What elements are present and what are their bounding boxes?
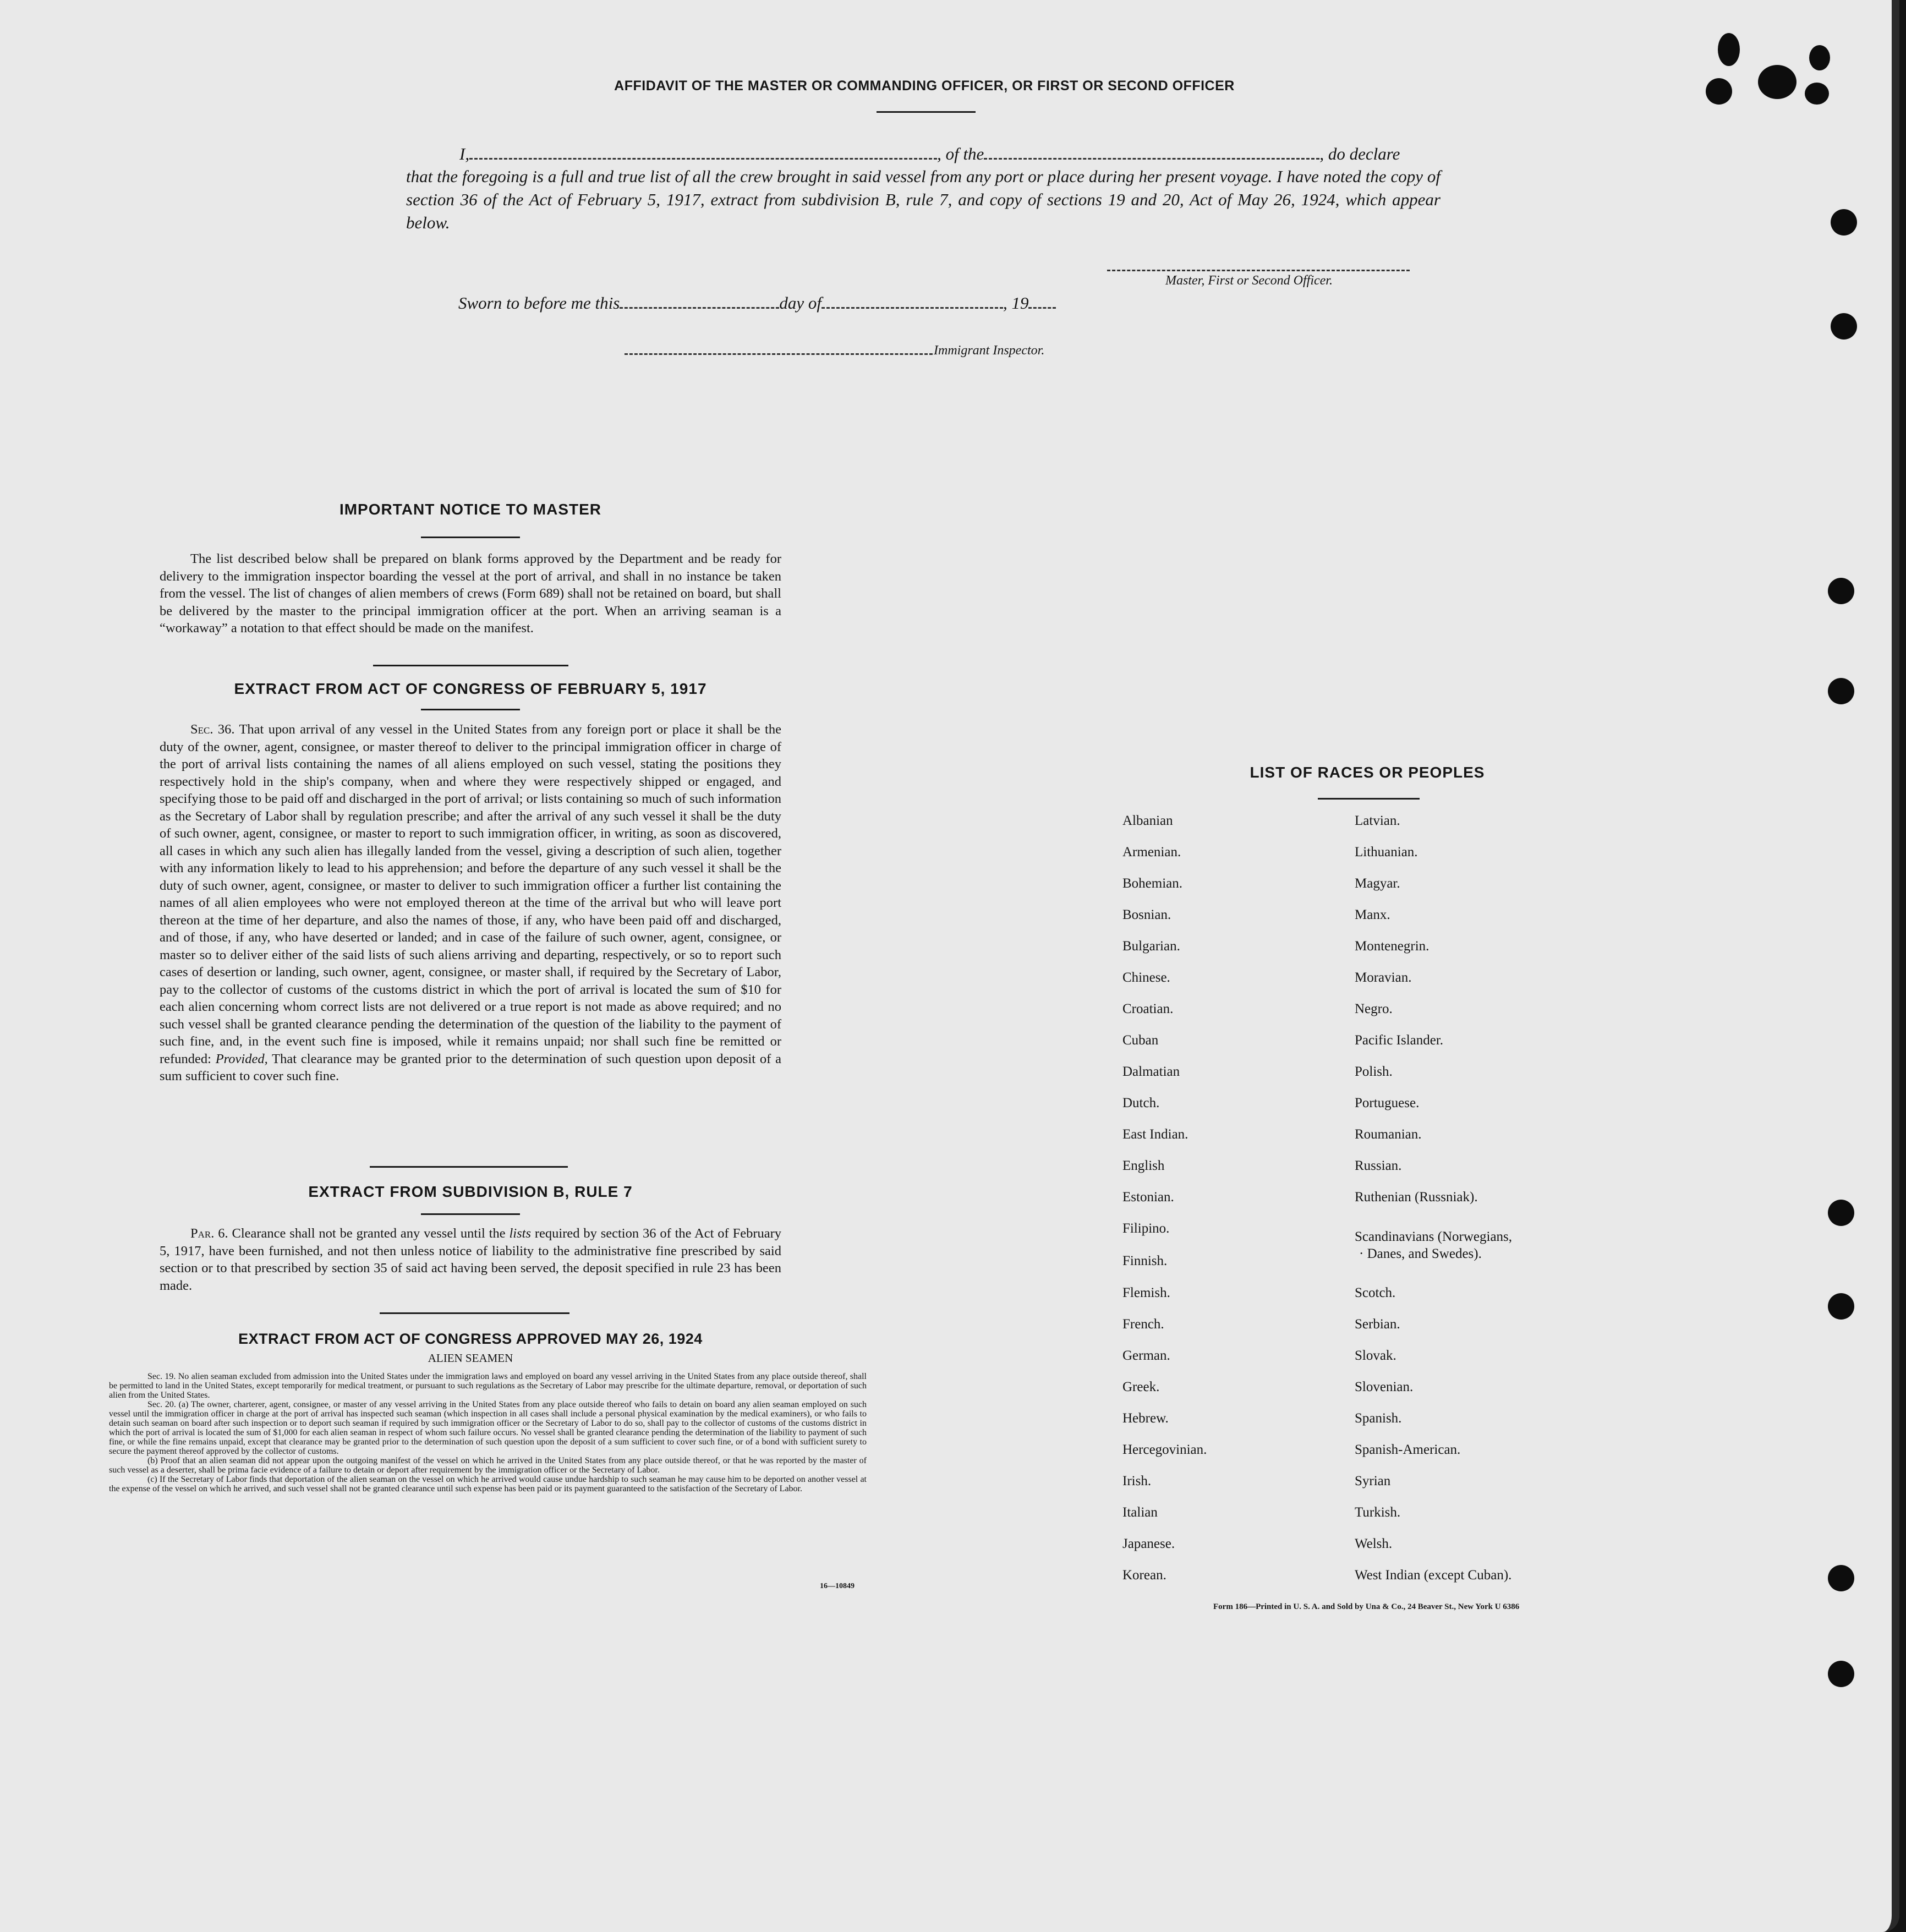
year-blank — [1028, 302, 1056, 309]
race-item: Bohemian. — [1122, 876, 1183, 891]
sworn-day-blank — [620, 302, 779, 309]
race-item: Roumanian. — [1355, 1127, 1422, 1142]
ink-blot — [1809, 45, 1830, 70]
inspector-caption: Immigrant Inspector. — [934, 343, 1045, 358]
notice-heading: IMPORTANT NOTICE TO MASTER — [339, 501, 602, 518]
section-label: Sec. 36. — [190, 722, 235, 737]
race-item: Croatian. — [1122, 1001, 1174, 1016]
race-item: Flemish. — [1122, 1285, 1170, 1300]
race-item: German. — [1122, 1348, 1170, 1363]
declaration-line — [459, 144, 1400, 164]
race-item: Estonian. — [1122, 1190, 1174, 1205]
race-item: · Danes, and Swedes). — [1359, 1246, 1482, 1261]
race-item: Polish. — [1355, 1064, 1393, 1079]
punch-hole — [1828, 1565, 1854, 1591]
race-item: Ruthenian (Russniak). — [1355, 1190, 1478, 1205]
race-item: Irish. — [1122, 1474, 1152, 1488]
extract-1917-rule — [421, 709, 520, 710]
section-text-end: That clearance may be granted prior to the determination of such question upon deposit of a sum sufficient to cover such fine. — [160, 1051, 781, 1083]
day-of-label: day of — [779, 293, 821, 313]
ink-blot — [1758, 65, 1797, 99]
races-rule — [1318, 798, 1420, 800]
race-item: Albanian — [1122, 813, 1173, 828]
race-item: Dalmatian — [1122, 1064, 1180, 1079]
race-item: Bulgarian. — [1122, 939, 1180, 954]
form-code: 16—10849 — [820, 1582, 855, 1590]
races-heading: LIST OF RACES OR PEOPLES — [1250, 764, 1485, 781]
do-declare-label: , do declare — [1319, 144, 1400, 163]
race-item: Hercegovinian. — [1122, 1442, 1207, 1457]
extract-1924-subtitle: ALIEN SEAMEN — [428, 1351, 513, 1365]
extract-1917-text — [160, 721, 781, 1085]
punch-hole — [1828, 1293, 1854, 1320]
punch-hole — [1831, 313, 1857, 340]
sworn-label: Sworn to before me this — [458, 293, 620, 313]
race-item: Finnish. — [1122, 1254, 1168, 1268]
section-text: That upon arrival of any vessel in the United States from any foreign port or place it shall be the duty of the owner, agent, consignee, or master thereof to deliver to the principal immigration officer in charge of the port of arrival lists containing the names of all aliens employed on such vessel, stating the positions they respectively hold in the ship's company, when and where they were respectively shipped or engaged, and specifying those to be paid off and discharged in the port of arrival; or lists containing so much of such information as the Secretary of Labor shall by regulation prescribe; and after the arrival of any such vessel it shall be the duty of such owner, agent, consignee, or master to report to such immigration officer, in writing, as soon as discovered, all cases in which any such alien has illegally landed from the vessel, giving a description of such alien, together with any information likely to lead to his apprehension; and before the departure of any such vessel it shall be the duty of such owner, agent, consignee, or master to deliver to such immigration officer a further list containing the names of all alien employees who were not employed thereon at the time of the arrival but who will leave port thereon at the time of her departure, and also the names of those, if any, who have been paid off and discharged, and of those, if any, who have deserted or landed; and in case of the failure of such owner, agent, consignee, or master so to deliver either of the said lists of such aliens arriving and departing, respectively, or so to report such cases of desertion or landing, such owner, agent, consignee, or master shall, if required by the Secretary of Labor, pay to the collector of customs of the customs district in which the port of arrival is located the sum of $10 for each alien concerning whom correct lists are not delivered or a true report is not made as above required; and no such vessel shall be granted clearance pending the determination of the question of the liability to the payment of such fine, and, in the event such fine is imposed, while it remains unpaid; nor shall such fine be remitted or refunded: — [160, 722, 781, 1066]
race-item: Cuban — [1122, 1033, 1159, 1048]
notice-rule — [421, 537, 520, 538]
signature-blank — [1107, 264, 1410, 271]
sec20b-text: (b) Proof that an alien seaman did not appear upon the outgoing manifest of the vessel on which he arrived in the United States from any place outside thereof, or that he was reported by the master of such vessel as a deserter, shall be prima facie evidence of a failure to detain or deport after requirement by the immigration officer or the Secretary of Labor. — [109, 1456, 867, 1475]
race-item: Slovak. — [1355, 1348, 1396, 1363]
rule7-rule — [421, 1213, 520, 1215]
rule7-heading: EXTRACT FROM SUBDIVISION B, RULE 7 — [308, 1183, 633, 1200]
race-item: Greek. — [1122, 1380, 1160, 1394]
race-item: Scotch. — [1355, 1285, 1396, 1300]
race-item: Bosnian. — [1122, 907, 1171, 922]
race-item: Montenegrin. — [1355, 939, 1430, 954]
race-item: Manx. — [1355, 907, 1390, 922]
race-item: Dutch. — [1122, 1096, 1160, 1110]
sworn-line — [458, 293, 1056, 313]
punch-hole — [1831, 209, 1857, 236]
race-item: English — [1122, 1158, 1165, 1173]
vessel-name-blank — [984, 152, 1319, 160]
declarant-prefix: I, — [459, 144, 470, 163]
race-item: Russian. — [1355, 1158, 1402, 1173]
race-item: Pacific Islander. — [1355, 1033, 1444, 1048]
punch-hole — [1828, 1661, 1854, 1687]
section-divider — [370, 1166, 568, 1168]
punch-hole — [1828, 1200, 1854, 1226]
printer-footer: Form 186—Printed in U. S. A. and Sold by Una & Co., 24 Beaver St., New York U 6386 — [1213, 1602, 1520, 1611]
race-item: Portuguese. — [1355, 1096, 1420, 1110]
section-divider — [380, 1312, 569, 1314]
paragraph-text-a: Clearance shall not be granted any vessel until the — [232, 1226, 506, 1241]
notice-text: The list described below shall be prepared on blank forms approved by the Department and be ready for delivery to the immigration inspector boarding the vessel at the port of arrival, and shall in no instance be taken from the vessel. The list of changes of alien members of crews (Form 689) shall not be retained on board, but shall be delivered by the master to the principal immigration officer at the port. When an arriving seaman is a “workaway” a notation to that effect should be made on the manifest. — [160, 551, 781, 636]
signature-caption: Master, First or Second Officer. — [1165, 273, 1333, 288]
race-item: Hebrew. — [1122, 1411, 1169, 1426]
race-item: Filipino. — [1122, 1221, 1170, 1236]
race-item: Turkish. — [1355, 1505, 1401, 1520]
race-item: Welsh. — [1355, 1536, 1393, 1551]
declarant-name-blank — [469, 152, 937, 160]
race-item: Negro. — [1355, 1001, 1393, 1016]
rule7-text — [160, 1225, 781, 1294]
inspector-signature-blank — [625, 348, 933, 355]
race-item: Serbian. — [1355, 1317, 1400, 1332]
extract-1924-heading: EXTRACT FROM ACT OF CONGRESS APPROVED MAY 26, 1924 — [238, 1331, 703, 1347]
race-item: Syrian — [1355, 1474, 1391, 1488]
section-divider — [373, 665, 568, 666]
extract-1917-heading: EXTRACT FROM ACT OF CONGRESS OF FEBRUARY 5, 1917 — [234, 680, 707, 697]
race-item: French. — [1122, 1317, 1164, 1332]
sec19-text: Sec. 19. No alien seaman excluded from admission into the United States under the immigration laws and employed on board any vessel arriving in the United States from any place outside thereof, shall be permitted to land in the United States, except temporarily for medical treatment, or pursuant to such regulations as the Secretary of Labor may prescribe for the ultimate departure, removal, or deportation of such alien from the United States. — [109, 1372, 867, 1400]
race-item: West Indian (except Cuban). — [1355, 1568, 1512, 1583]
race-item: Latvian. — [1355, 813, 1400, 828]
provided-label: Provided, — [215, 1051, 268, 1066]
punch-hole — [1828, 678, 1854, 704]
ink-blot — [1805, 83, 1829, 105]
title-rule — [877, 111, 976, 113]
paragraph-label: Par. 6. — [190, 1226, 228, 1241]
race-item: Spanish-American. — [1355, 1442, 1461, 1457]
race-item: Moravian. — [1355, 970, 1412, 985]
race-item: Italian — [1122, 1505, 1158, 1520]
of-the-label: , of the — [937, 144, 984, 163]
race-item: East Indian. — [1122, 1127, 1188, 1142]
extract-1924-text — [109, 1372, 867, 1493]
paragraph-text-b: required by section 36 of the Act of February 5, 1917, have been furnished, and not then unless notice of liability to the administrative fine prescribed by said section or to that prescribed by section 35 of said act having been served, the deposit specified in rule 23 has been made. — [160, 1226, 782, 1293]
race-item: Lithuanian. — [1355, 845, 1418, 860]
race-item: Scandinavians (Norwegians, — [1355, 1229, 1513, 1244]
race-item: Japanese. — [1122, 1536, 1175, 1551]
affidavit-title: AFFIDAVIT OF THE MASTER OR COMMANDING OFFICER, OR FIRST OR SECOND OFFICER — [614, 78, 1235, 94]
race-item: Armenian. — [1122, 845, 1181, 860]
race-item: Slovenian. — [1355, 1380, 1414, 1394]
race-item: Magyar. — [1355, 876, 1400, 891]
ink-blot — [1718, 33, 1740, 66]
lists-label: lists — [509, 1226, 531, 1241]
punch-hole — [1828, 578, 1854, 604]
race-item: Spanish. — [1355, 1411, 1402, 1426]
race-item: Chinese. — [1122, 970, 1170, 985]
ink-blot — [1706, 78, 1732, 105]
race-item: Korean. — [1122, 1568, 1166, 1583]
sec20a-text: Sec. 20. (a) The owner, charterer, agent, consignee, or master of any vessel arriving in the United States from any place outside thereof who fails to detain on board any alien seaman employed on such vessel until the immigration officer in charge at the port of arrival has inspected such seaman (which inspection in all cases shall include a personal physical examination by the medical examiners), or who fails to detain such seaman on board after such inspection or to deport such seaman if required by such immigration officer or the Secretary of Labor to do so, shall pay to the collector of customs of the customs district in which the port of arrival is located the sum of $1,000 for each alien seaman in respect of whom such failure occurs. No vessel shall be granted clearance pending the determination of the liability to payment of such fine, or while the fine remains unpaid, except that clearance may be granted prior to the determination of such question upon the deposit of a sum sufficient to cover such fine, or of a bond with sufficient surety to secure the payment thereof approved by the collector of customs. — [109, 1400, 867, 1456]
sworn-month-blank — [821, 302, 1003, 309]
affidavit-body: that the foregoing is a full and true list of all the crew brought in said vessel from any port or place during her present voyage. I have noted the copy of section 36 of the Act of February 5, 1917, extract from subdivision B, rule 7, and copy of sections 19 and 20, Act of May 26, 1924, which appear below. — [406, 167, 1441, 232]
year-prefix: , 19 — [1003, 293, 1029, 313]
sec20c-text: (c) If the Secretary of Labor finds that deportation of the alien seaman on the vessel on which he arrived would cause undue hardship to such seaman he may cause him to be deported on another vessel at the expense of the vessel on which he arrived, and such vessel shall not be granted clearance until such expense has been paid or its payment guaranteed to the satisfaction of the Secretary of Labor. — [109, 1475, 867, 1493]
